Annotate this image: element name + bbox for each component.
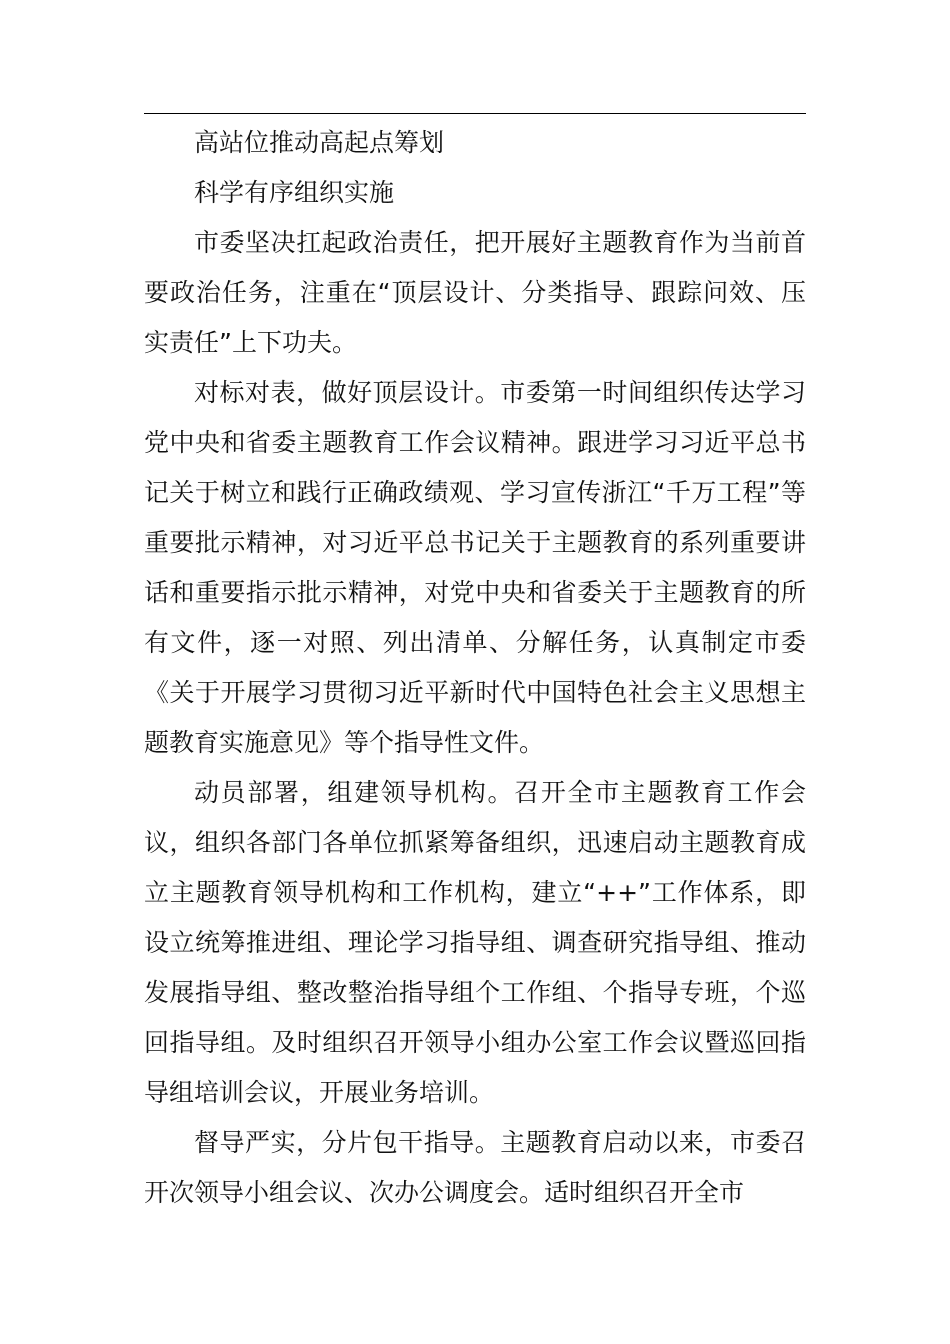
paragraph-intro: 市委坚决扛起政治责任，把开展好主题教育作为当前首要政治任务，注重在“顶层设计、分类指导、跟踪问效、压实责任”上下功夫。 [144,228,806,357]
paragraph-supervision: 督导严实，分片包干指导。主题教育启动以来，市委召开次领导小组会议、次办公调度会。适时组织召开全市 [144,1128,806,1207]
paragraph-top-level-design: 对标对表，做好顶层设计。市委第一时间组织传达学习党中央和省委主题教育工作会议精神。跟进学习习近平总书记关于树立和践行正确政绩观、学习宣传浙江“千万工程”等重要批示精神，对习近平总书记关于主题教育的系列重要讲话和重要指示批示精神，对党中央和省委关于主题教育的所有文件，逐一对照、列出清单、分解任务，认真制定市委《关于开展学习贯彻习近平新时代中国特色社会主义思想主题教育实施意见》等个指导性文件。 [144,378,806,757]
heading-subtitle: 科学有序组织实施 [194,178,395,207]
header-rule [144,113,806,114]
heading-title: 高站位推动高起点筹划 [194,128,445,157]
paragraph-mobilization: 动员部署，组建领导机构。召开全市主题教育工作会议，组织各部门各单位抓紧筹备组织，迅速启动主题教育成立主题教育领导机构和工作机构，建立“++”工作体系，即设立统筹推进组、理论学习指导组、调查研究指导组、推动发展指导组、整改整治指导组个工作组、个指导专班，个巡回指导组。及时组织召开领导小组办公室工作会议暨巡回指导组培训会议，开展业务培训。 [144,778,806,1107]
document-body [144,118,806,1218]
